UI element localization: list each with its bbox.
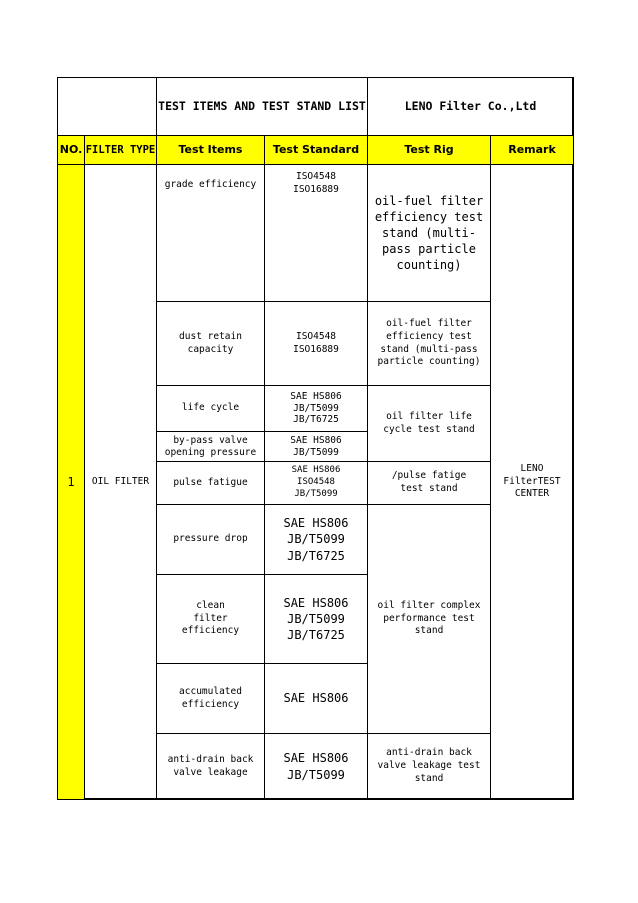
- test-standard: ISO4548 ISO16889: [265, 302, 368, 386]
- header-test-rig: Test Rig: [368, 136, 491, 165]
- test-item: dust retain capacity: [157, 302, 265, 386]
- test-standard: SAE HS806 JB/T5099 JB/T6725: [265, 505, 368, 575]
- test-standard: ISO4548 ISO16889: [265, 165, 368, 302]
- header-filter-type: FILTER TYPE: [85, 136, 157, 165]
- test-item: life cycle: [157, 386, 265, 432]
- test-item: grade efficiency: [157, 165, 265, 302]
- test-rig: oil-fuel filter efficiency test stand (multi-pass particle counting): [368, 165, 491, 302]
- test-standard: SAE HS806 ISO4548 JB/T5099: [265, 462, 368, 505]
- test-rig: oil filter life cycle test stand: [368, 386, 491, 462]
- test-items-table: [57, 77, 574, 800]
- header-test-items: Test Items: [157, 136, 265, 165]
- test-item: pressure drop: [157, 505, 265, 575]
- table-title: TEST ITEMS AND TEST STAND LIST: [157, 78, 368, 136]
- filter-type: OIL FILTER: [85, 165, 157, 799]
- test-item: pulse fatigue: [157, 462, 265, 505]
- test-standard: SAE HS806 JB/T5099 JB/T6725: [265, 575, 368, 664]
- remark: LENO FilterTEST CENTER: [503, 462, 561, 500]
- header-no: NO.: [58, 136, 85, 165]
- test-rig: anti-drain back valve leakage test stand: [368, 734, 491, 799]
- test-item: clean filter efficiency: [157, 575, 265, 664]
- test-rig: /pulse fatige test stand: [368, 462, 491, 505]
- header-test-standard: Test Standard: [265, 136, 368, 165]
- header-remark: Remark: [491, 136, 573, 165]
- test-item: by-pass valve opening pressure: [157, 432, 265, 462]
- test-standard: SAE HS806 JB/T5099: [265, 432, 368, 462]
- company-name: LENO Filter Co.,Ltd: [368, 78, 573, 136]
- test-item: accumulated efficiency: [157, 664, 265, 734]
- title-blank-cell: [58, 78, 157, 136]
- test-standard: SAE HS806 JB/T5099 JB/T6725: [265, 386, 368, 432]
- test-rig: oil filter complex performance test stand: [368, 505, 491, 734]
- test-standard: SAE HS806: [265, 664, 368, 734]
- test-rig: oil-fuel filter efficiency test stand (multi-pass particle counting): [368, 302, 491, 386]
- test-standard: SAE HS806 JB/T5099: [265, 734, 368, 799]
- row-number: 1: [58, 165, 85, 799]
- test-item: anti-drain back valve leakage: [157, 734, 265, 799]
